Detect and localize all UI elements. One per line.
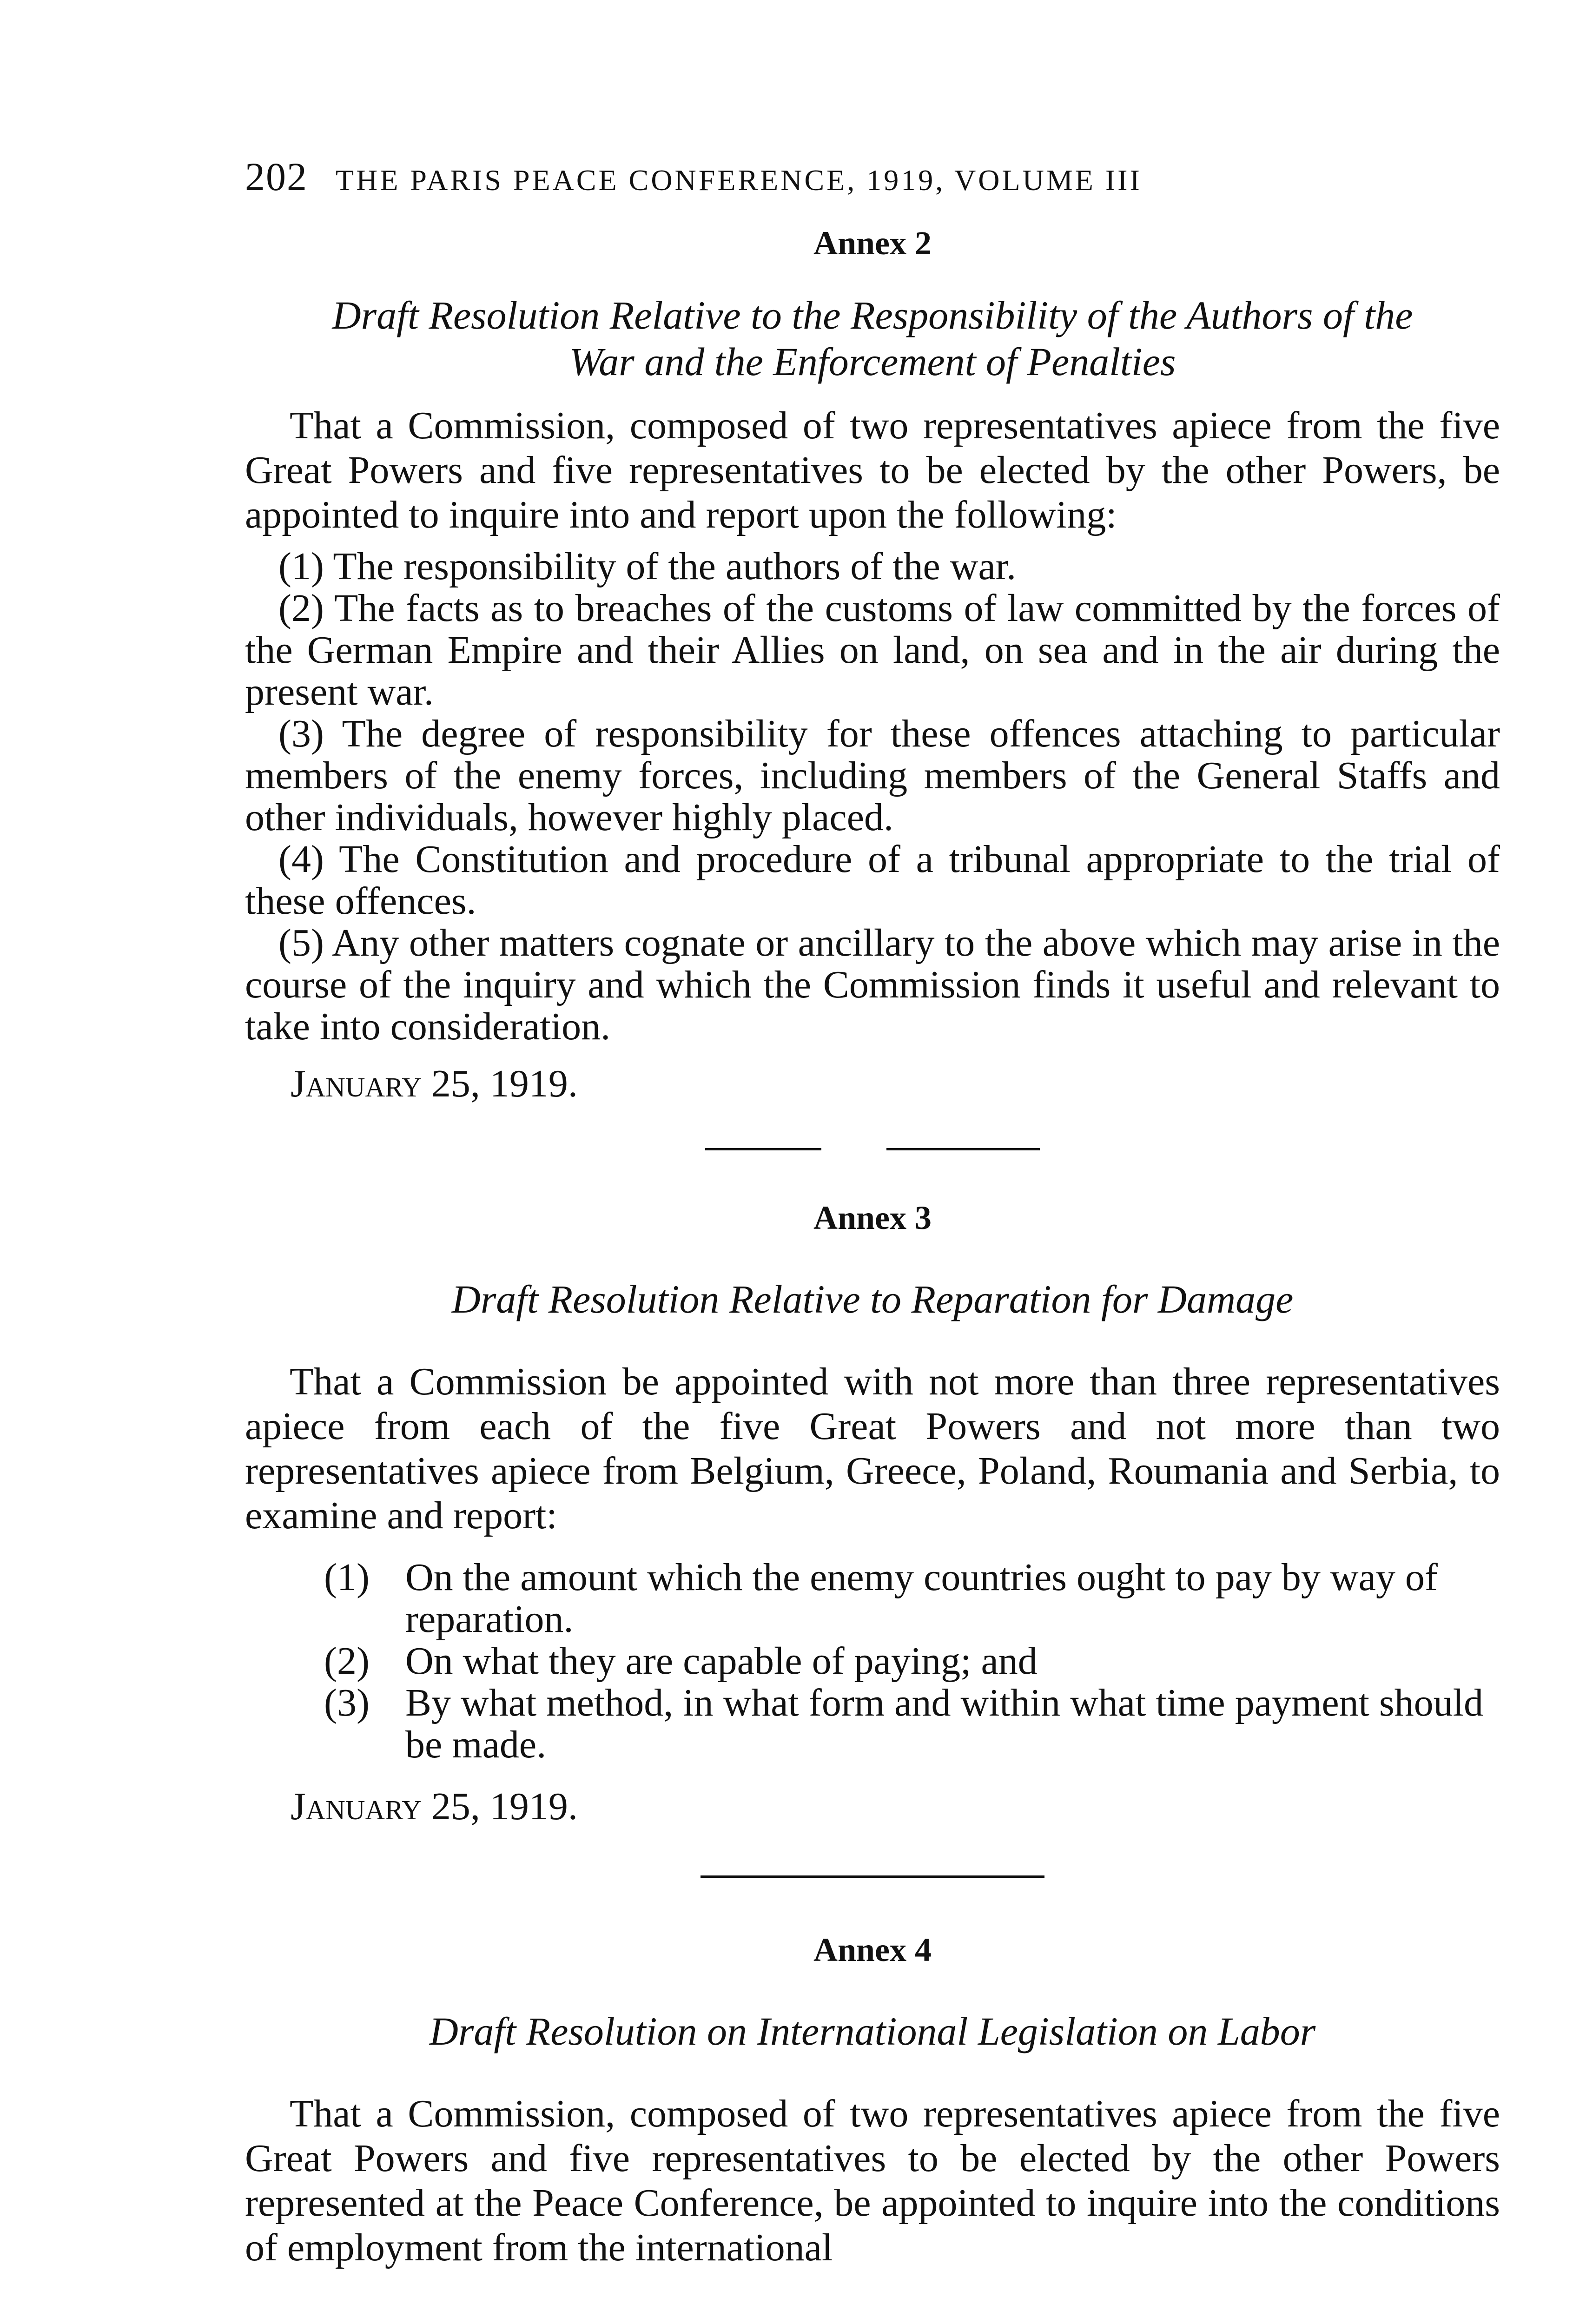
annex-2-item-4: (4) The Constitution and procedure of a tribunal appropriate to the trial of these offences. — [245, 838, 1500, 923]
annex-2-item-1: (1) The responsibility of the authors of the war. — [278, 545, 1017, 588]
running-title: THE PARIS PEACE CONFERENCE, 1919, VOLUME III — [336, 164, 1142, 197]
annex-3-item-2-number: (2) — [324, 1639, 370, 1683]
annex-3-section — [245, 1197, 1500, 1829]
annex-3-heading: Annex 3 — [813, 1199, 932, 1236]
annex-3-item-1-number: (1) — [324, 1556, 370, 1599]
annex-2-item-2: (2) The facts as to breaches of the customs of law committed by the forces of the German Empire and their Allies on land, on sea and in the air during the present war. — [245, 587, 1500, 713]
annex-2-section — [245, 222, 1500, 1106]
annex-3-item-2 — [324, 1640, 1500, 1682]
page — [245, 153, 1500, 2270]
divider-rule-right — [886, 1148, 1040, 1150]
annex-2-date: January 25, 1919. — [291, 1062, 578, 1105]
annex-3-date: January 25, 1919. — [291, 1785, 578, 1828]
annex-3-item-2-text: On what they are capable of paying; and — [405, 1639, 1038, 1683]
divider-rule-left — [705, 1148, 821, 1150]
annex-4-heading: Annex 4 — [813, 1931, 932, 1968]
divider-rule — [701, 1875, 1044, 1878]
annex-2-intro: That a Commission, composed of two representatives apiece from the five Great Powers and five representatives to be elected by the other Powers, be appointed to inquire into and report upon the following: — [245, 404, 1500, 536]
annex-3-item-1 — [324, 1557, 1500, 1640]
annex-4-intro: That a Commission, composed of two representatives apiece from the five Great Powers and five representatives to be elected by the other Powers represented at the Peace Conference, be appointed to inquire into the conditions of employment from the international — [245, 2092, 1500, 2269]
annex-3-list — [245, 1557, 1500, 1766]
annex-4-title: Draft Resolution on International Legislation on Labor — [429, 2009, 1316, 2053]
running-header — [245, 153, 1500, 204]
annex-3-title: Draft Resolution Relative to Reparation for Damage — [451, 1277, 1294, 1321]
annex-2-title-line-2: War and the Enforcement of Penalties — [569, 339, 1176, 384]
annex-2-item-3: (3) The degree of responsibility for these offences attaching to particular members of the enemy forces, including members of the General Staffs and other individuals, however highly placed. — [245, 712, 1500, 839]
annex-2-item-5: (5) Any other matters cognate or ancillary to the above which may arise in the course of the inquiry and which the Commission finds it useful and relevant to take into consideration. — [245, 921, 1500, 1048]
annex-3-item-3-number: (3) — [324, 1681, 370, 1724]
page-number: 202 — [245, 154, 308, 199]
annex-3-intro: That a Commission be appointed with not more than three representatives apiece from each of the five Great Powers and not more than two representatives apiece from Belgium, Greece, Poland, Roumania and Serbia, to examine and report: — [245, 1360, 1500, 1537]
annex-3-item-3-text: By what method, in what form and within what time payment should be made. — [405, 1681, 1483, 1766]
annex-3-item-3 — [324, 1682, 1500, 1766]
annex-4-section — [245, 1929, 1500, 2270]
annex-2-title-line-1: Draft Resolution Relative to the Responsibility of the Authors of the — [332, 293, 1413, 337]
annex-2-heading: Annex 2 — [813, 224, 932, 262]
annex-3-item-1-text: On the amount which the enemy countries ought to pay by way of reparation. — [405, 1556, 1438, 1641]
